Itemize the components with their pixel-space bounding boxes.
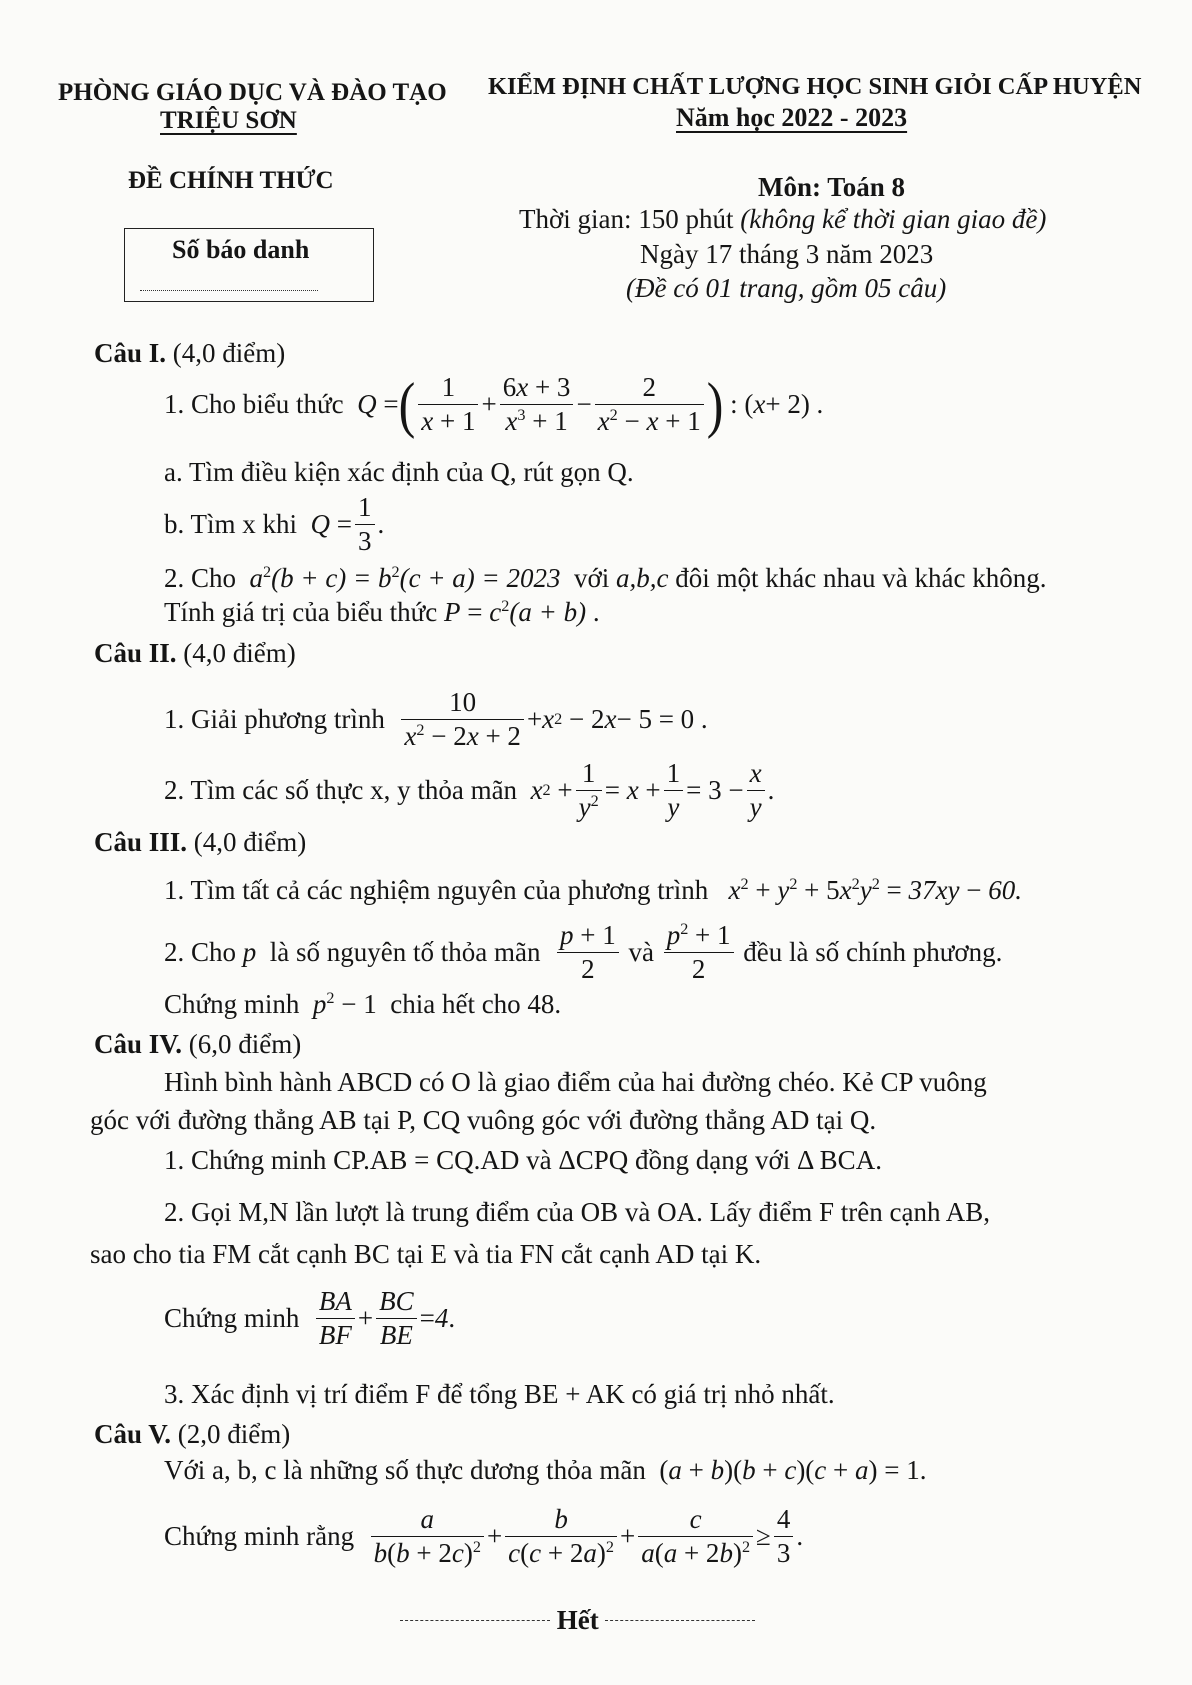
exam-title: KIỂM ĐỊNH CHẤT LƯỢNG HỌC SINH GIỎI CẤP HUYỆN xyxy=(488,73,1142,100)
question-5-heading: Câu V. (2,0 điểm) xyxy=(94,1419,291,1449)
subject: Môn: Toán 8 xyxy=(758,172,906,202)
question-1-part-2: 2. Cho $a^2(b + c) = b^2(c + a) = 2023$ với a,b,c đôi một khác nhau và khác không. xyxy=(164,563,1047,593)
question-2-part-2: 2. Tìm các số thực x, y thỏa mãn x 2 + $\frac{1}{y^2}$ = x + $\frac{1}{y}$ = 3 − $\frac{x}{y}$ . xyxy=(164,758,775,822)
end-marker xyxy=(400,1604,755,1636)
question-1-part-1a: a. Tìm điều kiện xác định của Q, rút gọn Q. xyxy=(164,457,634,487)
end-rule-left xyxy=(400,1620,550,1621)
question-1-part-1: 1. Cho biểu thức Q = ( $\frac{1}{x + 1}$ + $\frac{6x + 3}{x^3 + 1}$ − $\frac{2}{x^2 - x + 1}$ ) : ( x + 2) . xyxy=(164,369,824,439)
candidate-number-label: Số báo danh xyxy=(172,235,310,264)
question-1-part-2-line-2: Tính giá trị của biểu thức $P = c^2(a + b)$ . xyxy=(164,597,600,627)
question-4-part-2-line-1: 2. Gọi M,N lần lượt là trung điểm của OB và OA. Lấy điểm F trên cạnh AB, xyxy=(164,1197,991,1227)
question-5-line-1: Với a, b, c là những số thực dương thỏa mãn (a + b)(b + c)(c + a) = 1. xyxy=(164,1455,927,1485)
question-4-part-3: 3. Xác định vị trí điểm F để tổng BE + AK có giá trị nhỏ nhất. xyxy=(164,1379,835,1409)
official-exam-label: ĐỀ CHÍNH THỨC xyxy=(128,167,334,194)
question-4-part-2-prove: Chứng minh $\frac{BA}{BF}$ + $\frac{BC}{BE}$ = 4 . xyxy=(164,1286,456,1350)
question-3-part-2-line-2: Chứng minh $p^2 - 1$ chia hết cho 48. xyxy=(164,989,562,1019)
question-1-heading: Câu I. (4,0 điểm) xyxy=(94,338,286,368)
question-3-part-1: 1. Tìm tất cả các nghiệm nguyên của phương trình $x^2 + y^2 + 5x^2y^2 = 37xy - 60$. xyxy=(164,875,1022,905)
question-2-heading: Câu II. (4,0 điểm) xyxy=(94,638,296,668)
exam-time: Thời gian: 150 phút (không kể thời gian giao đề) xyxy=(519,204,1047,234)
question-4-intro-line-2: góc với đường thẳng AB tại P, CQ vuông góc với đường thẳng AD tại Q. xyxy=(90,1105,877,1135)
question-1-part-1b: b. Tìm x khi Q = $\frac{1}{3}$ . xyxy=(164,492,385,556)
end-rule-right xyxy=(605,1620,755,1621)
question-2-part-1: 1. Giải phương trình $\frac{10}{x^2 - 2x + 2}$ + x 2 − 2 x − 5 = 0 . xyxy=(164,687,708,751)
question-3-heading: Câu III. (4,0 điểm) xyxy=(94,827,307,857)
pages-note: (Đề có 01 trang, gồm 05 câu) xyxy=(626,273,947,303)
exam-date: Ngày 17 tháng 3 năm 2023 xyxy=(640,239,934,269)
question-3-part-2: 2. Cho p là số nguyên tố thỏa mãn $\frac{p + 1}{2}$ và $\frac{p^2 + 1}{2}$ đều là số chính phương. xyxy=(164,920,1003,984)
question-5-line-2: Chứng minh rằng $\frac{a}{b(b + 2c)^2}$ + $\frac{b}{c(c + 2a)^2}$ + $\frac{c}{a(a + 2b)^2}$ ≥ $\frac{4}{3}$ . xyxy=(164,1504,804,1568)
question-4-part-1: 1. Chứng minh CP.AB = CQ.AD và ΔCPQ đồng dạng với Δ BCA. xyxy=(164,1145,882,1175)
school-year: Năm học 2022 - 2023 xyxy=(676,103,908,132)
org-district: TRIỆU SƠN xyxy=(160,107,297,134)
question-4-intro-line-1: Hình bình hành ABCD có O là giao điểm của hai đường chéo. Kẻ CP vuông xyxy=(164,1067,987,1097)
question-4-part-2-line-2: sao cho tia FM cắt cạnh BC tại E và tia FN cắt cạnh AD tại K. xyxy=(90,1239,762,1269)
question-4-heading: Câu IV. (6,0 điểm) xyxy=(94,1029,302,1059)
org-name: PHÒNG GIÁO DỤC VÀ ĐÀO TẠO xyxy=(58,79,447,106)
end-text: Hết xyxy=(556,1605,599,1635)
candidate-number-dots xyxy=(140,290,318,291)
